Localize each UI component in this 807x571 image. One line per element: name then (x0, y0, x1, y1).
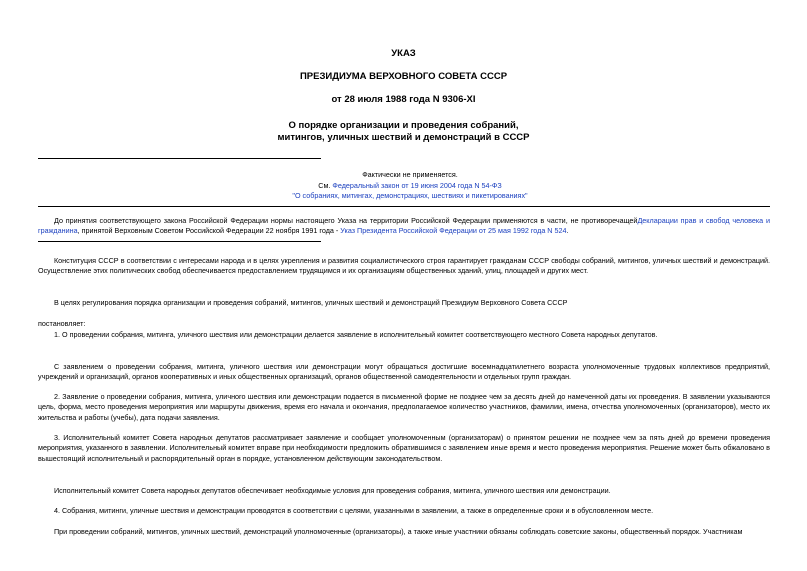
article-2: 2. Заявление о проведении собрания, митинга, уличного шествия или демонстрации подается в письменной форме не позднее чем за десять дней до намеченной даты их проведения. В заявлении указываются цель, форма, место проведения мероприятия или маршруты движения, время его начала и окончания, предполагаемое количество участников, фамилии, имена, отчества уполномоченных (организаторов), место их жительства и работы (учебы), дата подачи заявления. (38, 392, 770, 422)
divider (38, 206, 770, 207)
see-prefix: См. (318, 181, 333, 190)
article-4-paragraph-2: При проведении собраний, митингов, уличных шествий, демонстраций уполномоченные (организаторы), а также иные участники обязаны соблюдать советские законы, общественный порядок. Участникам (54, 527, 743, 536)
paragraph-resolves: постановляет: (38, 319, 86, 328)
comment-text-end: . (566, 226, 569, 236)
decree-heading-line2: митингов, уличных шествий и демонстраций в СССР (277, 132, 530, 143)
comment-text-mid: , принятой Верховным Советом Российской Федерации 22 ноября 1991 года - (77, 226, 341, 236)
article-1: 1. О проведении собрания, митинга, уличного шествия или демонстрации делается заявление в исполнительный комитет соответствующего местного Совета народных депутатов. (54, 330, 658, 339)
decree-heading-line1: О порядке организации и проведения собраний, (288, 120, 519, 131)
see-also-line-2 (230, 191, 590, 201)
paragraph-intro: В целях регулирования порядка организации и проведения собраний, митингов, уличных шествий и демонстраций Президиум Верховного Совета СССР (54, 298, 568, 307)
paragraph-preamble: Конституция СССР в соответствии с интересами народа и в целях укрепления и развития социалистического строя гарантирует гражданам СССР свободы собраний, митингов, уличных шествий и демонстраций. Осуществление этих политических свобод обеспечивается предоставлением трудящимся и их организациям общественных зданий, улиц, площадей и других мест. (38, 256, 770, 276)
declaration-link[interactable]: Декларации прав и свобод человека и гражданина (38, 216, 771, 236)
editorial-comment (38, 216, 770, 237)
status-note: Фактически не применяется. (362, 170, 458, 179)
federal-law-title-link[interactable]: "О собраниях, митингах, демонстрациях, шествиях и пикетированиях" (292, 191, 528, 200)
article-1-paragraph-2: С заявлением о проведении собрания, митинга, уличного шествия или демонстрации могут обращаться достигшие восемнадцатилетнего возраста уполномоченные трудовых коллективов предприятий, учреждений и организаций, органов кооперативных и иных общественных организаций, органов общественной самодеятельности и отдельных групп граждан. (38, 362, 770, 382)
article-4: 4. Собрания, митинги, уличные шествия и демонстрации проводятся в соответствии с целями, указанными в заявлении, а также в определенные сроки и в обусловленном месте. (54, 506, 654, 515)
decree-issuer: ПРЕЗИДИУМА ВЕРХОВНОГО СОВЕТА СССР (299, 71, 508, 82)
federal-law-link[interactable]: Федеральный закон от 19 июня 2004 года N 54-ФЗ (332, 181, 502, 190)
article-3: 3. Исполнительный комитет Совета народных депутатов рассматривает заявление и сообщает уполномоченным (организаторам) о принятом решении не позднее чем за пять дней до времени проведения мероприятия, указанного в заявлении. Исполнительный комитет вправе при необходимости предложить обратившимся с заявлением иные время и место проведения мероприятия. Решение может быть обжаловано в вышестоящий исполнительный и распорядительный орган в порядке, установленном действующим законодательством. (38, 433, 770, 463)
presidential-decree-link[interactable]: Указ Президента Российской Федерации от 25 мая 1992 года N 524 (340, 226, 567, 236)
decree-title: УКАЗ (391, 48, 416, 59)
comment-text-start: До принятия соответствующего закона Российской Федерации нормы настоящего Указа на территории Российской Федерации применяются в части, не противоречащей (54, 216, 638, 225)
decree-date: от 28 июля 1988 года N 9306-XI (331, 94, 476, 105)
see-also-line (230, 181, 590, 191)
divider (38, 241, 321, 242)
article-3-paragraph-2: Исполнительный комитет Совета народных депутатов обеспечивает необходимые условия для проведения собрания, митинга, уличного шествия или демонстрации. (54, 486, 611, 495)
divider (38, 158, 321, 159)
